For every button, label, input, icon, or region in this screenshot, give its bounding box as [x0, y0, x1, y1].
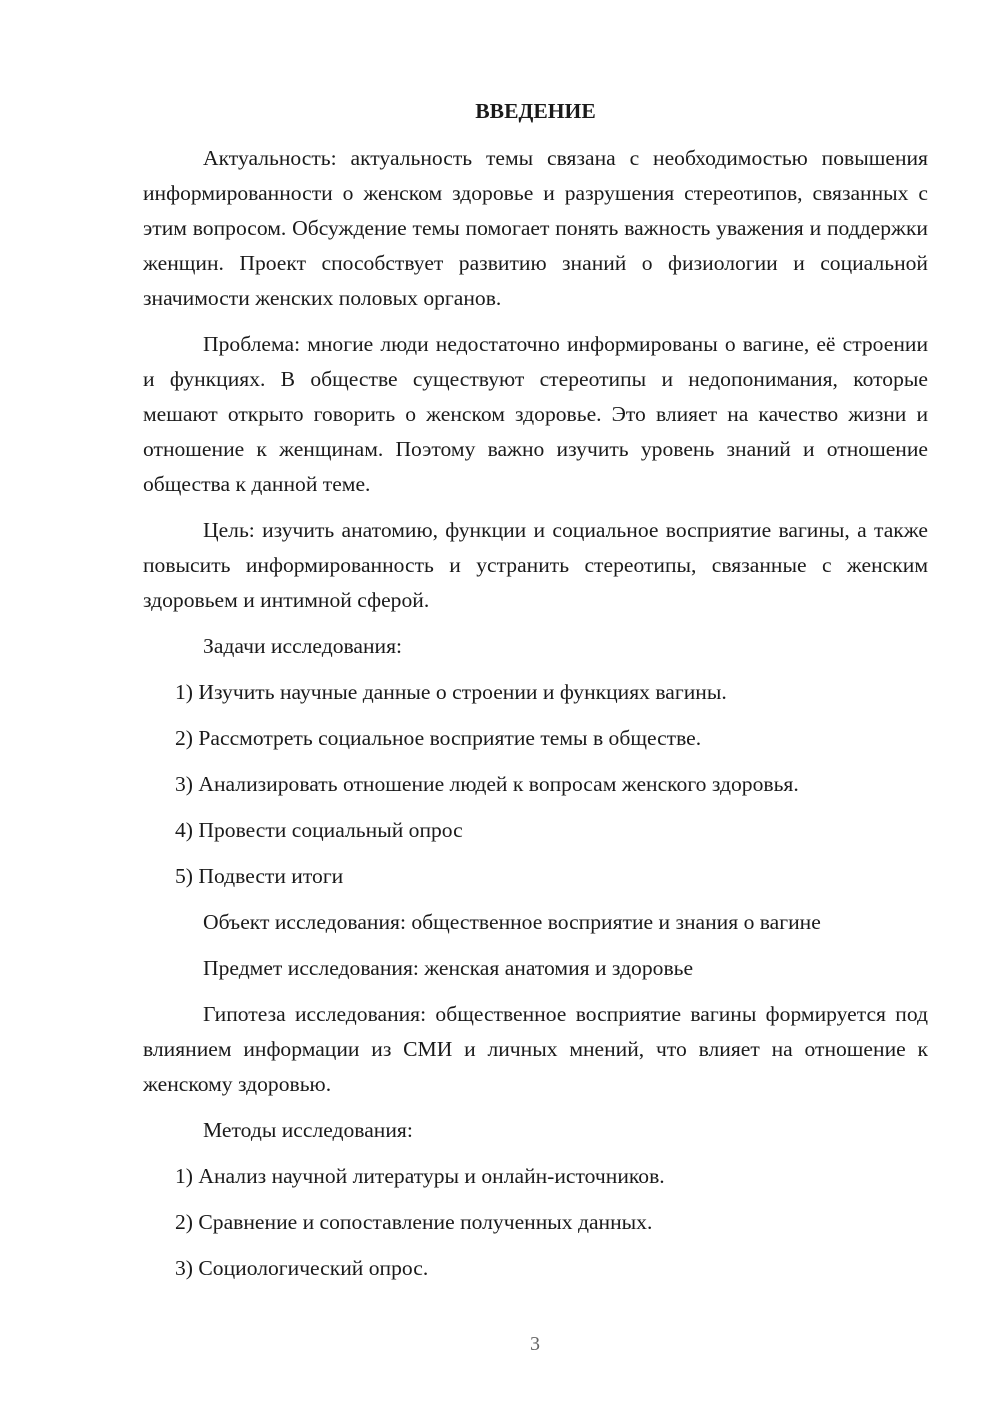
- tasks-heading: Задачи исследования:: [203, 634, 403, 658]
- methods-heading: Методы исследования:: [203, 1118, 413, 1142]
- method-item: 3) Социологический опрос.: [175, 1256, 429, 1280]
- task-item: 2) Рассмотреть социальное восприятие темы в обществе.: [175, 726, 702, 750]
- goal-paragraph: Цель: изучить анатомию, функции и социальное восприятие вагины, а также повысить информированность и устранить стереотипы, связанные с женским здоровьем и интимной сферой.: [143, 518, 928, 612]
- document-title: ВВЕДЕНИЕ: [475, 99, 596, 123]
- research-subject: Предмет исследования: женская анатомия и здоровье: [203, 956, 694, 980]
- task-item: 1) Изучить научные данные о строении и функциях вагины.: [175, 680, 727, 704]
- task-item: 5) Подвести итоги: [175, 864, 344, 888]
- problem-paragraph: Проблема: многие люди недостаточно информированы о вагине, её строении и функциях. В обществе существуют стереотипы и недопонимания, которые мешают открыто говорить о женском здоровье. Это влияет на качество жизни и отношение к женщинам. Поэтому важно изучить уровень знаний и отношение общества к данной теме.: [143, 332, 928, 496]
- method-item: 1) Анализ научной литературы и онлайн-источников.: [175, 1164, 665, 1188]
- relevance-paragraph: Актуальность: актуальность темы связана с необходимостью повышения информированности о женском здоровье и разрушения стереотипов, связанных с этим вопросом. Обсуждение темы помогает понять важность уважения и поддержки женщин. Проект способствует развитию знаний о физиологии и социальной значимости женских половых органов.: [143, 146, 928, 310]
- research-object: Объект исследования: общественное восприятие и знания о вагине: [203, 910, 821, 934]
- task-item: 4) Провести социальный опрос: [175, 818, 463, 842]
- hypothesis-paragraph: Гипотеза исследования: общественное восприятие вагины формируется под влиянием информации из СМИ и личных мнений, что влияет на отношение к женскому здоровью.: [143, 1002, 928, 1096]
- document-body: [143, 94, 928, 1297]
- page-number: 3: [530, 1333, 540, 1355]
- task-item: 3) Анализировать отношение людей к вопросам женского здоровья.: [175, 772, 799, 796]
- method-item: 2) Сравнение и сопоставление полученных данных.: [175, 1210, 653, 1234]
